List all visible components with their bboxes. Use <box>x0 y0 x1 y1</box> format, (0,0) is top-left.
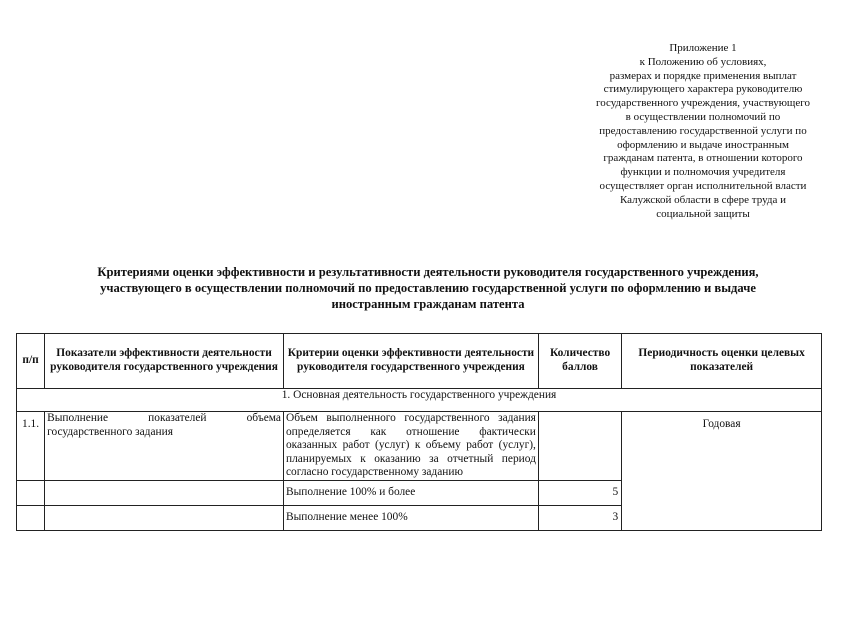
appendix-line: государственного учреждения, участвующего <box>595 97 811 110</box>
appendix-line: оформлению и выдаче иностранным <box>617 138 789 151</box>
row-periodicity: Годовая <box>622 412 822 531</box>
section-row <box>17 389 822 412</box>
row-points <box>538 412 621 481</box>
header-criteria: Критерии оценки эффективности деятельности руководителя государственного учреждения <box>283 334 538 389</box>
header-num: п/п <box>17 334 45 389</box>
appendix-note <box>572 42 834 221</box>
table-header-row <box>17 334 822 389</box>
title-line: Критериями оценки эффективности и результативности деятельности руководителя государственного учреждения, <box>97 265 759 279</box>
section-title: 1. Основная деятельность государственного учреждения <box>17 389 822 412</box>
subrow-criteria: Выполнение менее 100% <box>283 505 538 530</box>
appendix-line: функции и полномочия учредителя <box>620 166 786 179</box>
subrow-criteria: Выполнение 100% и более <box>283 480 538 505</box>
row-indicator: Выполнение показателей объема государственного задания <box>45 412 284 481</box>
subrow-points: 5 <box>538 480 621 505</box>
row-num: 1.1. <box>17 412 45 481</box>
title-line: участвующего в осуществлении полномочий по предоставлению государственной услуги по оформлению и выдаче <box>100 281 756 295</box>
subrow-indicator <box>45 480 284 505</box>
table-row <box>17 412 822 481</box>
criteria-table <box>16 333 822 531</box>
appendix-line: предоставлению государственной услуги по <box>599 124 807 137</box>
appendix-line: осуществляет орган исполнительной власти <box>599 179 807 192</box>
header-periodicity: Периодичность оценки целевых показателей <box>622 334 822 389</box>
subrow-num <box>17 505 45 530</box>
header-points: Количество баллов <box>538 334 621 389</box>
title-line: иностранным гражданам патента <box>331 297 525 311</box>
subrow-indicator <box>45 505 284 530</box>
document-title <box>28 264 828 312</box>
subrow-num <box>17 480 45 505</box>
appendix-line: размерах и порядке применения выплат <box>609 69 797 82</box>
appendix-line: Приложение 1 <box>669 42 737 54</box>
row-criteria: Объем выполненного государственного задания определяется как отношение фактически оказанных работ (услуг) к объему работ (услуг), планируемых к оказанию за отчетный период согласно государственному заданию <box>283 412 538 481</box>
appendix-line: гражданам патента, в отношении которого <box>603 152 803 165</box>
appendix-line: социальной защиты <box>656 207 750 220</box>
appendix-line: стимулирующего характера руководителю <box>603 83 803 96</box>
header-indicator: Показатели эффективности деятельности руководителя государственного учреждения <box>45 334 284 389</box>
subrow-points: 3 <box>538 505 621 530</box>
appendix-line: к Положению об условиях, <box>639 55 767 68</box>
appendix-line: Калужской области в сфере труда и <box>619 193 787 206</box>
appendix-line: в осуществлении полномочий по <box>625 110 781 123</box>
